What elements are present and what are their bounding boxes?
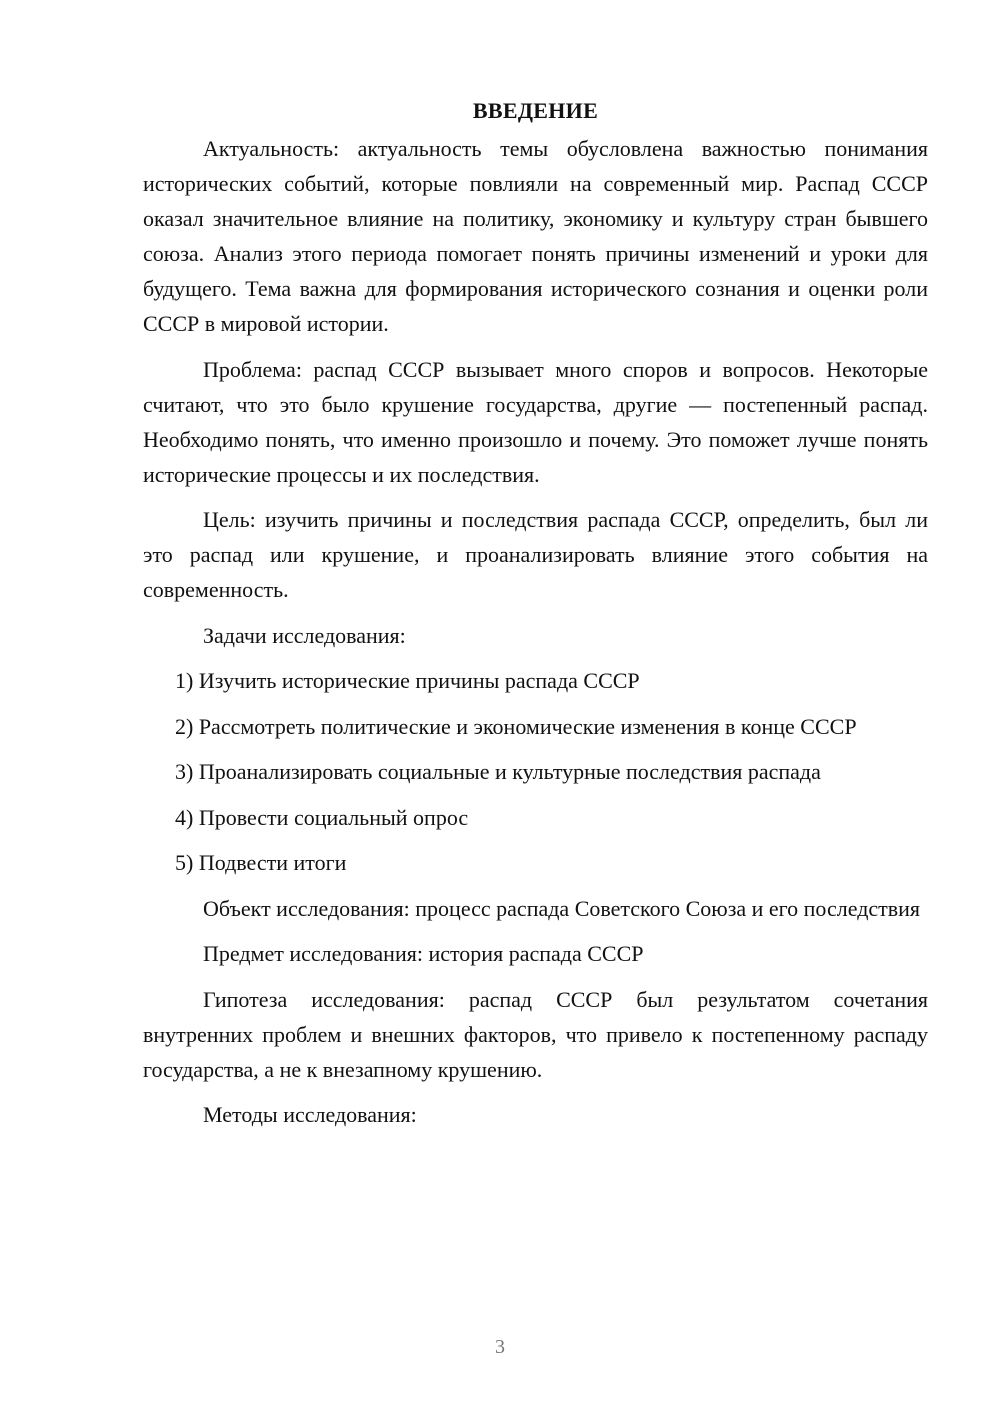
task-item-4: 4) Провести социальный опрос xyxy=(175,804,469,830)
page-number: 3 xyxy=(495,1336,505,1358)
section-heading: ВВЕДЕНИЕ xyxy=(472,98,599,123)
task-item-5: 5) Подвести итоги xyxy=(175,850,347,875)
document-page xyxy=(143,95,928,1143)
problem-paragraph: Проблема: распад СССР вызывает много споров и вопросов. Некоторые считают, что это было крушение государства, другие — постепенный распад. Необходимо понять, что именно произошло и почему. Это поможет лучше понять исторические процессы и их последствия. xyxy=(143,356,928,487)
tasks-heading: Задачи исследования: xyxy=(203,622,406,648)
relevance-paragraph: Актуальность: актуальность темы обусловлена важностью понимания исторических событий, которые повлияли на современный мир. Распад СССР оказал значительное влияние на политику, экономику и культуру стран бывшего союза. Анализ этого периода помогает понять причины изменений и уроки для будущего. Тема важна для формирования исторического сознания и оценки роли СССР в мировой истории. xyxy=(143,136,928,336)
methods-paragraph: Методы исследования: xyxy=(203,1102,417,1127)
goal-paragraph: Цель: изучить причины и последствия распада СССР, определить, был ли это распад или крушение, и проанализировать влияние этого события на современность. xyxy=(143,507,928,602)
subject-paragraph: Предмет исследования: история распада СССР xyxy=(203,941,644,966)
task-item-3: 3) Проанализировать социальные и культурные последствия распада xyxy=(175,759,821,784)
task-item-2: 2) Рассмотреть политические и экономические изменения в конце СССР xyxy=(175,713,857,739)
task-item-1: 1) Изучить исторические причины распада СССР xyxy=(175,668,640,693)
hypothesis-paragraph: Гипотеза исследования: распад СССР был результатом сочетания внутренних проблем и внешних факторов, что привело к постепенному распаду государства, а не к внезапному крушению. xyxy=(143,986,928,1082)
object-paragraph: Объект исследования: процесс распада Советского Союза и его последствия xyxy=(203,895,921,921)
